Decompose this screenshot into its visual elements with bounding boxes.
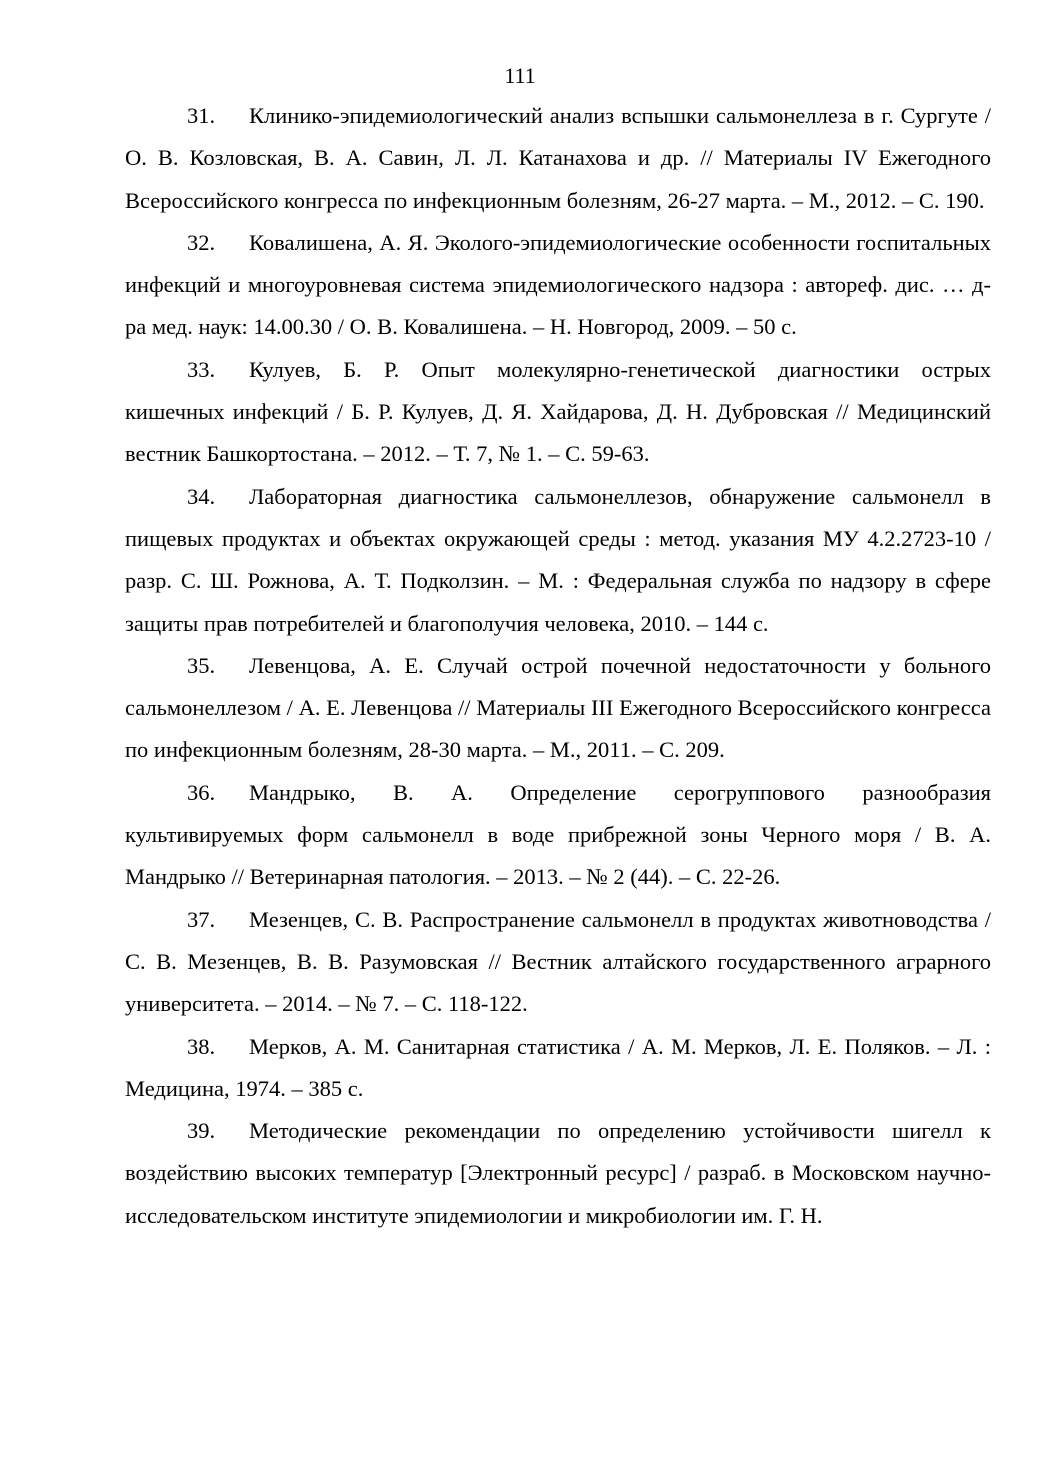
reference-item	[125, 349, 991, 476]
reference-text: Методические рекомендации по определению устойчивости шигелл к воздействию высоких температур [Электронный ресурс] / разраб. в Московском научно-исследовательском институте эпидемиологии и микробиологии им. Г. Н.	[125, 1118, 991, 1228]
reference-item	[125, 1110, 991, 1237]
reference-text: Мезенцев, С. В. Распространение сальмонелл в продуктах животноводства / С. В. Мезенцев, В. В. Разумовская // Вестник алтайского государственного аграрного университета. – 2014. – № 7. – С. 118-122.	[125, 906, 991, 1017]
reference-text: Мерков, А. М. Санитарная статистика / А. М. Мерков, Л. Е. Поляков. – Л. : Медицина, 1974. – 385 с.	[125, 1033, 991, 1101]
reference-item	[125, 222, 991, 349]
reference-number: 37.	[187, 906, 216, 932]
reference-text: Лабораторная диагностика сальмонеллезов, обнаружение сальмонелл в пищевых продуктах и объектах окружающей среды : метод. указания МУ 4.2.2723-10 / разр. С. Ш. Рожнова, А. Т. Подколзин. – М. : Федеральная служба по надзору в сфере защиты прав потребителей и благополучия человека, 2010. – 144 с.	[125, 483, 991, 636]
reference-text: Клинико-эпидемиологический анализ вспышки сальмонеллеза в г. Сургуте / О. В. Козловская, В. А. Савин, Л. Л. Катанахова и др. // Материалы IV Ежегодного Всероссийского конгресса по инфекционным болезням, 26-27 марта. – М., 2012. – С. 190.	[125, 103, 991, 213]
page-number: 111	[504, 63, 536, 88]
reference-number: 33.	[187, 356, 216, 382]
reference-text: Мандрыко, В. А. Определение серогруппового разнообразия культивируемых форм сальмонелл в воде прибрежной зоны Черного моря / В. А. Мандрыко // Ветеринарная патология. – 2013. – № 2 (44). – С. 22-26.	[125, 779, 991, 890]
reference-item	[125, 645, 991, 772]
reference-number: 31.	[187, 103, 216, 128]
reference-item	[125, 899, 991, 1026]
reference-text: Левенцова, А. Е. Случай острой почечной недостаточности у больного сальмонеллезом / А. Е. Левенцова // Материалы III Ежегодного Всероссийского конгресса по инфекционным болезням, 28-30 марта. – М., 2011. – С. 209.	[125, 652, 991, 763]
reference-number: 34.	[187, 483, 216, 509]
reference-item	[125, 95, 991, 222]
reference-number: 35.	[187, 652, 216, 678]
reference-number: 36.	[187, 779, 216, 805]
reference-text: Ковалишена, А. Я. Эколого-эпидемиологические особенности госпитальных инфекций и многоуровневая система эпидемиологического надзора : автореф. дис. … д-ра мед. наук: 14.00.30 / О. В. Ковалишена. – Н. Новгород, 2009. – 50 с.	[125, 229, 991, 340]
reference-number: 38.	[187, 1033, 216, 1059]
reference-item	[125, 476, 991, 645]
reference-text: Кулуев, Б. Р. Опыт молекулярно-генетической диагностики острых кишечных инфекций / Б. Р. Кулуев, Д. Я. Хайдарова, Д. Н. Дубровская // Медицинский вестник Башкортостана. – 2012. – Т. 7, № 1. – С. 59-63.	[125, 356, 991, 467]
reference-number: 39.	[187, 1118, 216, 1144]
reference-item	[125, 772, 991, 899]
reference-item	[125, 1026, 991, 1111]
reference-list	[125, 95, 991, 1237]
reference-number: 32.	[187, 229, 216, 255]
